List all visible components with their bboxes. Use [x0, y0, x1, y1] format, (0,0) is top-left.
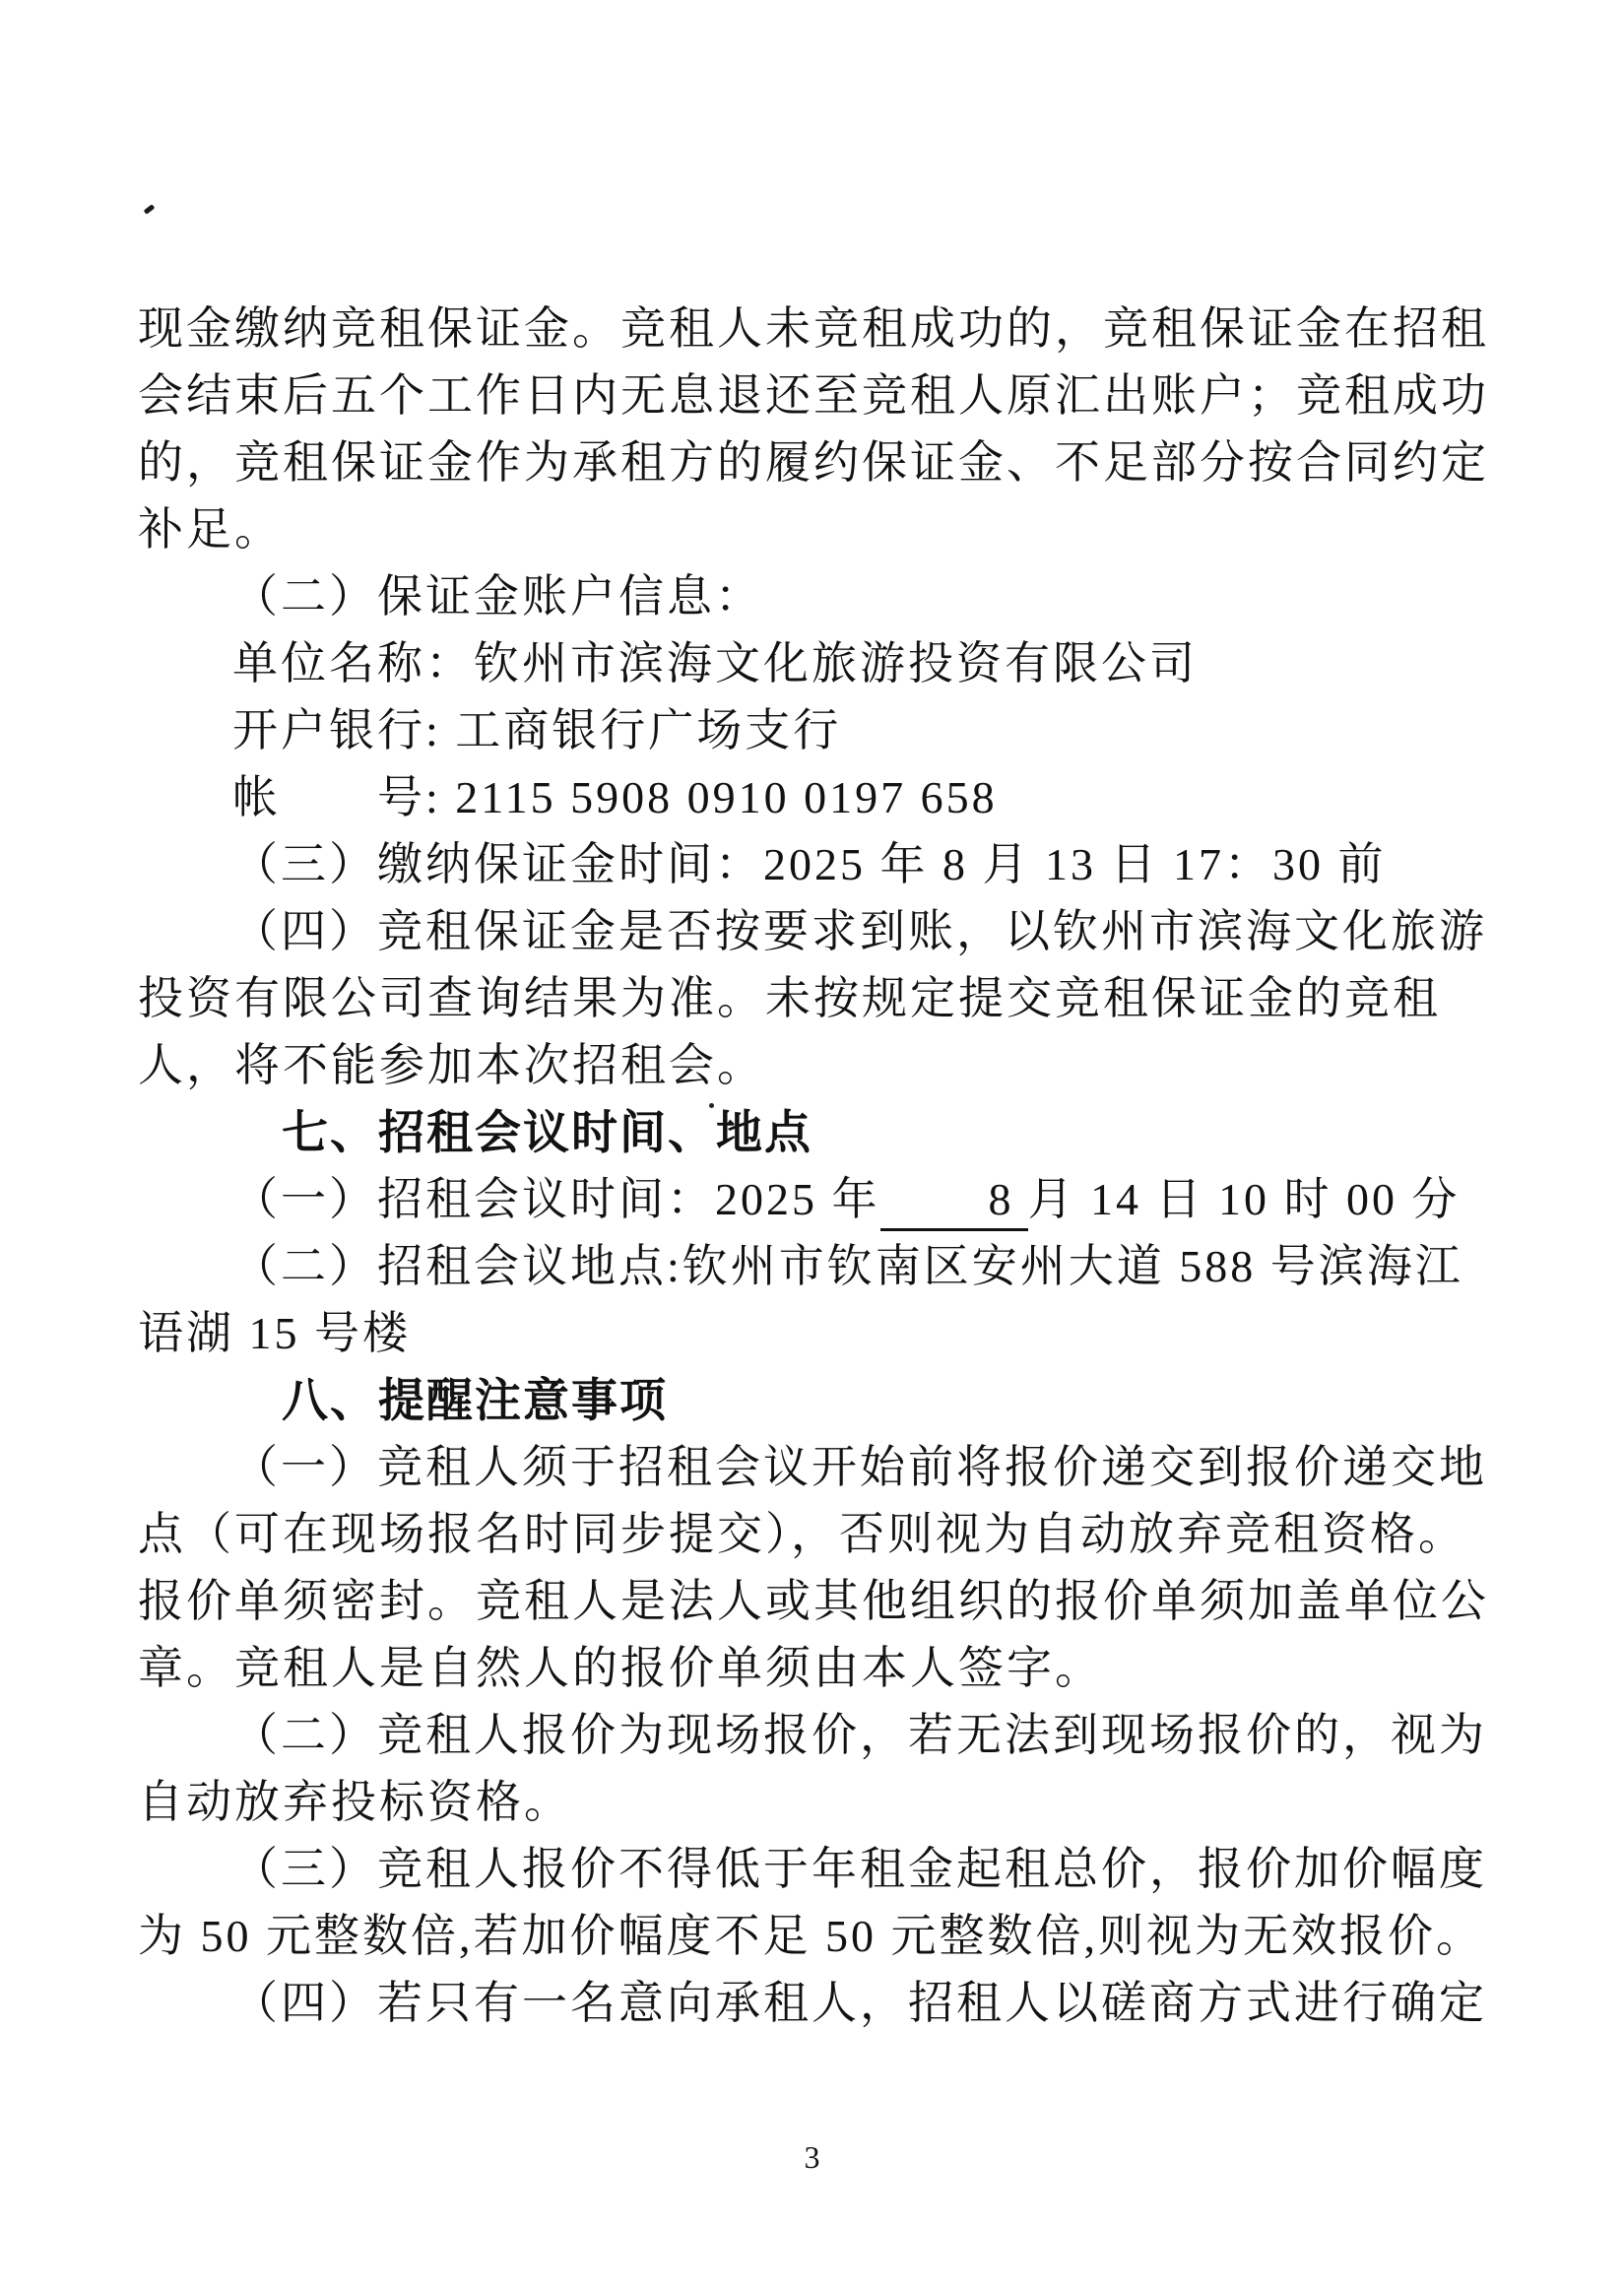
section-heading-meeting-time-place: 七、招租会议时间、地点 — [282, 1106, 812, 1158]
paragraph-line: （四）若只有一名意向承租人，招租人以磋商方式进行确定 — [232, 1978, 1487, 2028]
paragraph-line: 为 50 元整数倍,若加价幅度不足 50 元整数倍,则视为无效报价。 — [138, 1911, 1484, 1961]
meeting-time-line — [138, 1166, 1497, 1233]
meeting-month-underlined: 8 — [880, 1171, 1028, 1231]
paragraph-line: 投资有限公司查询结果为准。未按规定提交竞租保证金的竞租 — [138, 973, 1441, 1023]
paragraph-line: 语湖 15 号楼 — [138, 1308, 411, 1358]
paragraph-line: 章。竞租人是自然人的报价单须由本人签字。 — [138, 1643, 1103, 1693]
paragraph-line: 点（可在现场报名时同步提交），否则视为自动放弃竞租资格。 — [138, 1509, 1466, 1559]
paragraph-line: 补足。 — [138, 504, 283, 555]
section-heading-reminders: 八、提醒注意事项 — [282, 1374, 668, 1426]
account-bank-name: 开户银行: 工商银行广场支行 — [232, 705, 842, 755]
document-content — [138, 295, 1497, 2037]
scan-speck-artifact — [144, 204, 156, 215]
paragraph-line: 报价单须密封。竞租人是法人或其他组织的报价单须加盖单位公 — [138, 1576, 1489, 1626]
deposit-deadline-line: （三）缴纳保证金时间：2025 年 8 月 13 日 17：30 前 — [232, 839, 1387, 889]
paragraph-line: （一）竞租人须于招租会议开始前将报价递交到报价递交地 — [232, 1442, 1487, 1492]
paragraph-line: 自动放弃投标资格。 — [138, 1777, 572, 1827]
meeting-time-prefix: （一）招租会议时间：2025 年 — [232, 1174, 880, 1224]
paragraph-line: 会结束后五个工作日内无息退还至竞租人原汇出账户；竞租成功 — [138, 370, 1489, 421]
account-number: 帐 号: 2115 5908 0910 0197 658 — [232, 772, 998, 822]
deposit-account-info-heading: （二）保证金账户信息： — [232, 571, 763, 622]
paragraph-line: 现金缴纳竞租保证金。竞租人未竞租成功的，竞租保证金在招租 — [138, 303, 1489, 354]
paragraph-line: 的，竞租保证金作为承租方的履约保证金、不足部分按合同约定 — [138, 437, 1489, 488]
meeting-time-suffix: 月 14 日 10 时 00 分 — [1027, 1174, 1461, 1224]
meeting-place-line: （二）招租会议地点:钦州市钦南区安州大道 588 号滨海江 — [232, 1241, 1463, 1291]
paragraph-line: 人，将不能参加本次招租会。 — [138, 1040, 765, 1090]
paragraph-line: （二）竞租人报价为现场报价，若无法到现场报价的，视为 — [232, 1710, 1487, 1760]
paragraph-line: （四）竞租保证金是否按要求到账，以钦州市滨海文化旅游 — [232, 906, 1487, 956]
account-unit-name: 单位名称：钦州市滨海文化旅游投资有限公司 — [232, 638, 1198, 688]
paragraph-line: （三）竞租人报价不得低于年租金起租总价，报价加价幅度 — [232, 1844, 1487, 1894]
page-number: 3 — [804, 2139, 820, 2175]
